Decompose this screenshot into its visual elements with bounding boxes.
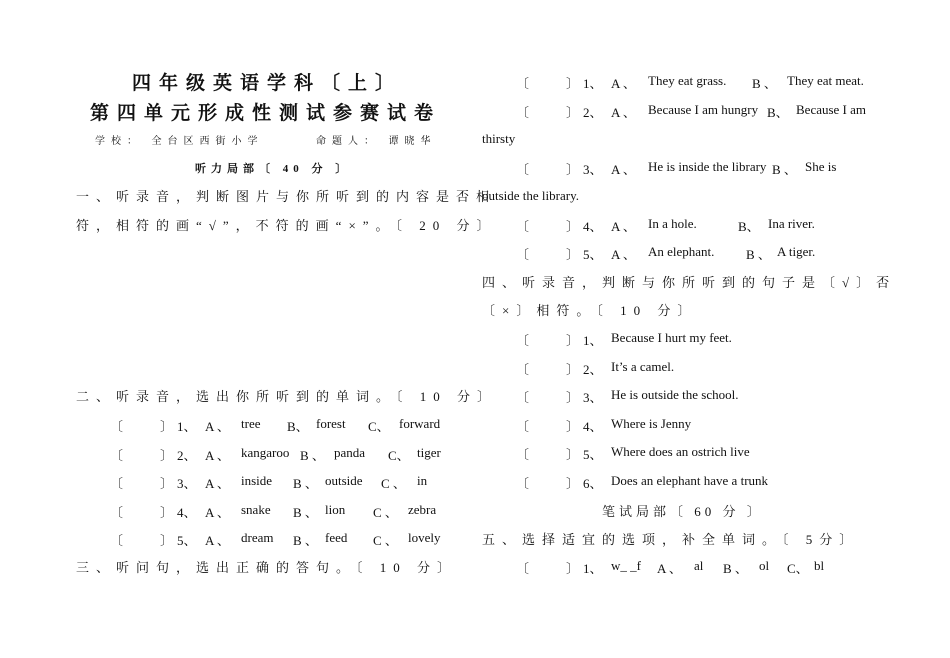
option-c-label: C、 — [787, 561, 809, 576]
title-line2: 第四单元形成性测试参赛试卷 — [90, 103, 442, 124]
option-a-label: A 、 — [205, 419, 230, 434]
answer-bracket-open[interactable]: 〔 — [516, 390, 530, 405]
item-number: 1、 — [583, 333, 603, 348]
option-a-label: A 、 — [205, 447, 230, 463]
option-b-label: B、 — [767, 105, 789, 120]
option-a-text: inside — [241, 473, 273, 488]
item-number: 4、 — [583, 418, 603, 434]
answer-bracket-open[interactable]: 〔 — [110, 447, 124, 463]
section2-heading: 二、听录音，选出你所听到的单词。〔 10 分〕 — [76, 389, 498, 404]
option-a-label: A 、 — [657, 561, 682, 576]
section5-heading: 五、选择适宜的选项，补全单词。〔 5分〕 — [482, 532, 860, 547]
answer-bracket-close: 〕 — [566, 219, 580, 234]
sentence-text: Where does an ostrich live — [611, 444, 750, 459]
option-a-label: A 、 — [205, 533, 230, 548]
option-c-text: bl — [814, 558, 825, 573]
item-number: 3、 — [583, 390, 603, 405]
answer-bracket-close: 〕 — [566, 447, 580, 462]
item-number: 2、 — [177, 447, 197, 463]
item-number: 2、 — [583, 105, 603, 120]
answer-bracket-close: 〕 — [160, 447, 174, 463]
answer-bracket-close: 〕 — [566, 561, 580, 576]
option-a-text: al — [694, 558, 704, 573]
answer-bracket-open[interactable]: 〔 — [516, 76, 530, 91]
option-a-label: A 、 — [611, 76, 636, 91]
option-c-label: C 、 — [373, 504, 398, 520]
option-b-text: panda — [334, 444, 366, 460]
school-line: 学校： 全台区西街小学 — [95, 136, 264, 147]
option-a-text: tree — [241, 416, 261, 431]
option-b-label: B 、 — [300, 447, 325, 463]
option-b-label: B 、 — [752, 76, 777, 91]
author-line: 命题人： 谭晓华 — [316, 136, 437, 147]
item-number: 1、 — [583, 76, 603, 91]
option-c-label: C 、 — [381, 476, 406, 491]
item-number: 5、 — [177, 533, 197, 548]
option-a-text: In a hole. — [648, 216, 697, 231]
option-a-text: He is inside the library — [648, 159, 767, 174]
option-b-text: forest — [316, 416, 346, 431]
answer-bracket-open[interactable]: 〔 — [516, 418, 530, 434]
answer-bracket-open[interactable]: 〔 — [516, 162, 530, 177]
item-number: 4、 — [177, 504, 197, 520]
answer-bracket-close: 〕 — [566, 390, 580, 405]
option-b-text: She is — [805, 159, 837, 174]
word-blank: w_ _f — [611, 558, 641, 573]
option-a-label: A 、 — [205, 504, 230, 520]
answer-bracket-close: 〕 — [566, 361, 580, 377]
option-b-text: A tiger. — [777, 244, 816, 259]
answer-bracket-close: 〕 — [566, 76, 580, 91]
item-number: 6、 — [583, 475, 603, 491]
answer-bracket-close: 〕 — [160, 504, 174, 520]
answer-bracket-close: 〕 — [566, 247, 580, 262]
answer-bracket-close: 〕 — [160, 476, 174, 491]
section1-line2: 符，相符的画“√”，不符的画“×”。〔 20 分〕 — [76, 218, 497, 233]
item-number: 1、 — [177, 419, 197, 434]
option-c-label: C、 — [368, 419, 390, 434]
answer-bracket-open[interactable]: 〔 — [110, 419, 124, 434]
answer-bracket-open[interactable]: 〔 — [516, 361, 530, 377]
section4-line1: 四、听录音，判断与你所听到的句子是〔√〕否 — [482, 275, 897, 290]
sentence-text: Because I hurt my feet. — [611, 330, 732, 345]
answer-bracket-close: 〕 — [566, 333, 580, 348]
section4-line2: 〔×〕相符。〔 10 分〕 — [482, 303, 698, 318]
item-number: 5、 — [583, 447, 603, 462]
answer-bracket-close: 〕 — [160, 419, 174, 434]
option-a-label: A 、 — [611, 105, 636, 120]
option-b-label: B 、 — [723, 561, 748, 576]
option-b-text: outside — [325, 473, 363, 488]
answer-bracket-open[interactable]: 〔 — [516, 105, 530, 120]
option-c-label: C 、 — [373, 533, 398, 548]
option-b-label: B 、 — [746, 247, 771, 262]
answer-bracket-open[interactable]: 〔 — [516, 247, 530, 262]
writing-heading: 笔试局部〔 60 分 〕 — [602, 504, 764, 519]
answer-bracket-open[interactable]: 〔 — [110, 533, 124, 548]
option-a-label: A 、 — [611, 247, 636, 262]
sentence-text: Where is Jenny — [611, 415, 692, 431]
option-b-label: B、 — [287, 419, 309, 434]
answer-bracket-close: 〕 — [566, 418, 580, 434]
option-a-label: A 、 — [611, 162, 636, 177]
option-b-label: B 、 — [772, 162, 797, 177]
option-c-text: in — [417, 473, 428, 488]
answer-bracket-open[interactable]: 〔 — [110, 476, 124, 491]
item-number: 3、 — [583, 162, 603, 177]
option-a-text: snake — [241, 501, 271, 517]
answer-bracket-open[interactable]: 〔 — [516, 475, 530, 491]
answer-bracket-open[interactable]: 〔 — [516, 561, 530, 576]
section3-heading: 三、听问句，选出正确的答句。〔 10 分〕 — [76, 560, 458, 575]
option-b-text: Because I am — [796, 102, 867, 117]
item-number: 4、 — [583, 219, 603, 234]
option-c-label: C、 — [388, 447, 410, 463]
answer-bracket-open[interactable]: 〔 — [516, 447, 530, 462]
answer-bracket-close: 〕 — [566, 475, 580, 491]
option-c-text: zebra — [408, 501, 437, 517]
option-b-text: feed — [325, 530, 348, 545]
sentence-text: It’s a camel. — [611, 358, 675, 374]
option-a-text: kangaroo — [241, 444, 290, 460]
option-b-label: B 、 — [293, 476, 318, 491]
option-a-text: Because I am hungry — [648, 102, 759, 117]
option-b-label: B 、 — [293, 533, 318, 548]
listening-heading: 听力局部〔 40 分 〕 — [195, 163, 352, 175]
item-number: 2、 — [583, 361, 603, 377]
sentence-text: He is outside the school. — [611, 387, 739, 402]
option-a-label: A 、 — [611, 219, 636, 234]
option-b-text-continued: outside the library. — [482, 187, 579, 203]
answer-bracket-close: 〕 — [566, 105, 580, 120]
option-b-text-continued: thirsty — [482, 130, 516, 146]
title-line1: 四年级英语学科〔上〕 — [132, 73, 403, 94]
item-number: 5、 — [583, 247, 603, 262]
answer-bracket-close: 〕 — [566, 162, 580, 177]
answer-bracket-open[interactable]: 〔 — [110, 504, 124, 520]
answer-bracket-open[interactable]: 〔 — [516, 219, 530, 234]
option-b-text: They eat meat. — [787, 73, 864, 88]
option-b-text: ol — [759, 558, 770, 573]
option-a-text: dream — [241, 530, 274, 545]
option-b-label: B、 — [738, 219, 760, 234]
option-a-label: A 、 — [205, 476, 230, 491]
option-a-text: They eat grass. — [648, 73, 727, 88]
option-c-text: forward — [399, 416, 441, 431]
option-b-label: B 、 — [293, 504, 318, 520]
answer-bracket-close: 〕 — [160, 533, 174, 548]
option-a-text: An elephant. — [648, 244, 715, 259]
item-number: 3、 — [177, 476, 197, 491]
option-c-text: tiger — [417, 444, 441, 460]
sentence-text: Does an elephant have a trunk — [611, 472, 769, 488]
item-number: 1、 — [583, 561, 603, 576]
option-c-text: lovely — [408, 530, 441, 545]
option-b-text: lion — [325, 501, 346, 517]
section1-line1: 一、听录音，判断图片与你所听到的内容是否相 — [76, 189, 497, 204]
answer-bracket-open[interactable]: 〔 — [516, 333, 530, 348]
option-b-text: Ina river. — [768, 216, 815, 231]
